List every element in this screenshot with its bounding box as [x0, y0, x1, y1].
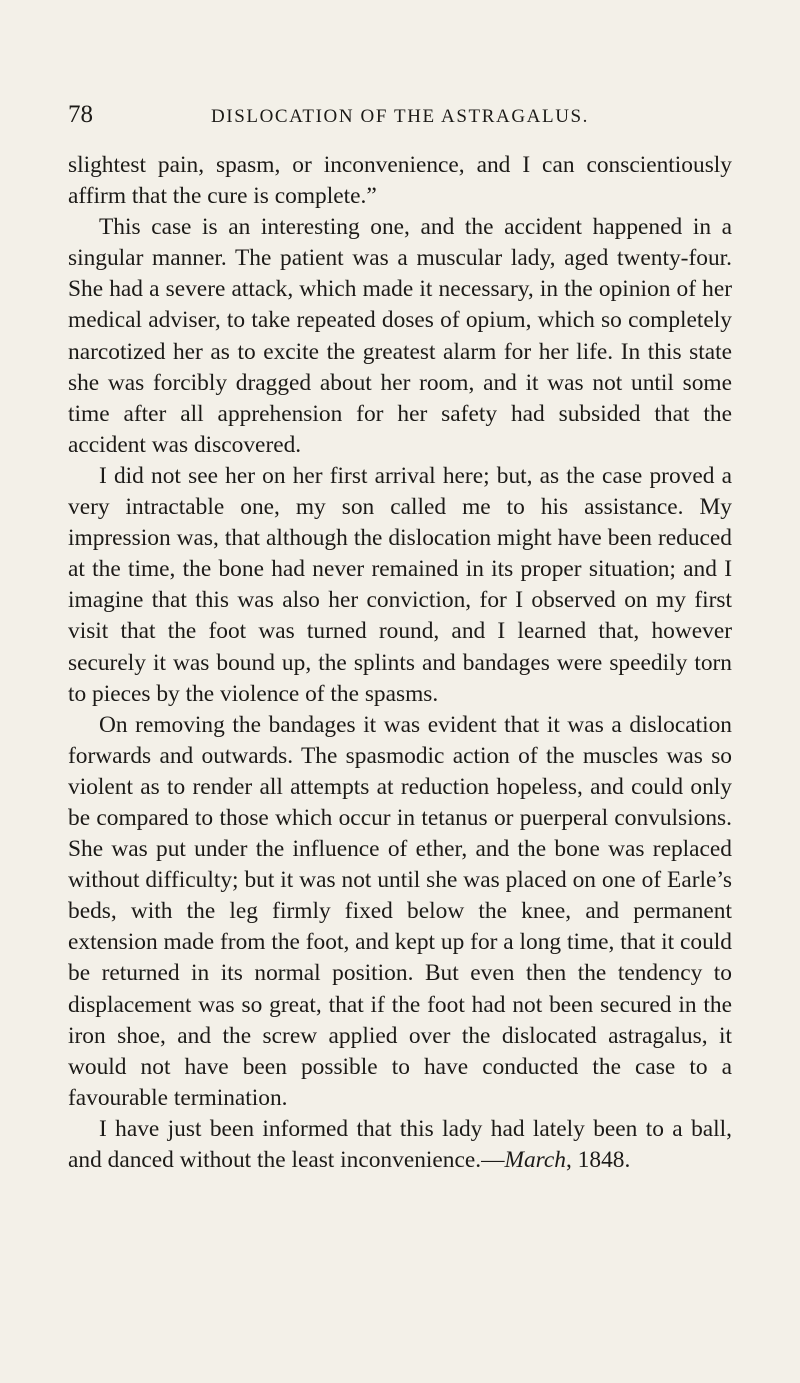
paragraph-5-text: I have just been informed that this lady had lately been to a ball, and danced without the least inconvenience.—	[68, 1115, 732, 1173]
paragraph-3: I did not see her on her first arrival here; but, as the case proved a very intractable one, my son called me to his assistance. My impression was, that although the dislocation might have been reduced at the time, the bone had never remained in its proper situation; and I imagine that this was also her conviction, for I observed on my first visit that the foot was turned round, and I learned that, however securely it was bound up, the splints and bandages were speedily torn to pieces by the violence of the spasms.	[68, 462, 732, 707]
paragraph-1: slightest pain, spasm, or inconvenience, and I can conscientiously affirm that the cure is complete.”	[68, 152, 732, 210]
page-number: 78	[68, 101, 93, 128]
date-year: , 1848.	[565, 1147, 631, 1173]
paragraph-4: On removing the bandages it was evident that it was a dislocation forwards and outwards. The spasmodic action of the muscles was so violent as to render all attempts at reduction hopeless, and could only be compared to those which occur in tetanus or puerperal convulsions. She was put under the influence of ether, and the bone was replaced without difficulty; but it was not until she was placed on one of Earle’s beds, with the leg firmly fixed below the knee, and permanent extension made from the foot, and kept up for a long time, that it could be returned in its normal position. But even then the tendency to displacement was so great, that if the foot had not been secured in the iron shoe, and the screw applied over the dislocated astragalus, it would not have been possible to have conducted the case to a favourable termination.	[68, 711, 732, 1111]
book-page	[68, 0, 732, 1383]
paragraph-5	[68, 1114, 732, 1176]
running-head	[68, 100, 732, 134]
body-text	[68, 150, 732, 1176]
running-title: DISLOCATION OF THE ASTRAGALUS.	[210, 106, 590, 127]
paragraph-2: This case is an interesting one, and the accident happened in a singular manner. The patient was a muscular lady, aged twenty-four. She had a severe attack, which made it necessary, in the opinion of her medical adviser, to take repeated doses of opium, which so completely narcotized her as to excite the greatest alarm for her life. In this state she was forcibly dragged about her room, and it was not until some time after all apprehension for her safety had subsided that the accident was discovered.	[68, 214, 732, 458]
date-month: March	[504, 1147, 566, 1173]
